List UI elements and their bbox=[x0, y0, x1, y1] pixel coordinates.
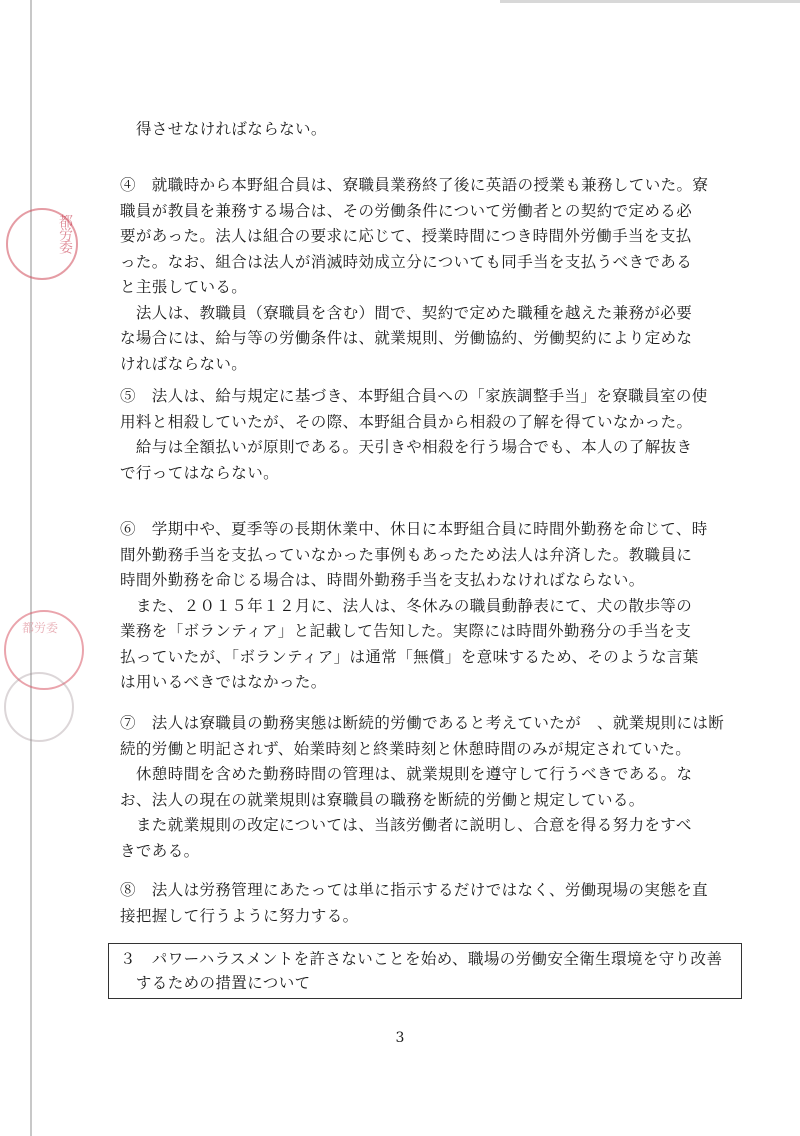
item-6: ⑥ 学期中や、夏季等の長期休業中、休日に本野組合員に時間外勤務を命じて、時 間外勤務手当を支払っていなかった事例もあったため法人は弁済した。教職員に 時間外勤務を命じる場合は、時間外勤務手当を支払わなければならない。 また、２０１５年１２月に、法人は、冬休みの職員動静表にて、犬の散歩等の 業務を「ボランティア」と記載して告知した。実際には時間外勤務分の手当を支 払っていたが、「ボランティア」は通常「無償」を意味するため、そのような言葉 は用いるべきではなかった。 bbox=[120, 520, 708, 691]
page-number: 3 bbox=[395, 1030, 405, 1046]
item-4: ④ 就職時から本野組合員は、寮職員業務終了後に英語の授業も兼務していた。寮 職員が教員を兼務する場合は、その労働条件について労働者との契約で定める必 要があった。法人は組合の要求に応じて、授業時間につき時間外労働手当を支払 った。なお、組合は法人が消滅時効成立分についても同手当を支払うべきである と主張している。 法人は、教職員（寮職員を含む）間で、契約で定めた職種を越えた兼務が必要 な場合には、給与等の労働条件は、就業規則、労働協約、労働契約により定めな ければならない。 bbox=[120, 176, 709, 373]
item-7: ⑦ 法人は寮職員の勤務実態は断続的労働であると考えていたが 、就業規則には断 続的労働と明記されず、始業時刻と終業時刻と休憩時間のみが規定されていた。 休憩時間を含めた勤務時間の管理は、就業規則を遵守して行うべきである。な お、法人の現在の就業規則は寮職員の職務を断続的労働と規定している。 また就業規則の改定については、当該労働者に説明し、合意を得る努力をすべ きである。 bbox=[120, 714, 725, 860]
item-5: ⑤ 法人は、給与規定に基づき、本野組合員への「家族調整手当」を寮職員室の使 用料と相殺していたが、その際、本野組合員から相殺の了解を得ていなかった。 給与は全額払いが原則である。天引きや相殺を行う場合でも、本人の了解抜き で行ってはならない。 bbox=[120, 387, 708, 482]
seal-text: 都労委 bbox=[57, 214, 73, 253]
paragraph-continuation: 得させなければならない。 bbox=[136, 120, 327, 138]
top-edge-shadow bbox=[500, 0, 800, 3]
item-8: ⑧ 法人は労務管理にあたっては単に指示するだけではなく、労働現場の実態を直 接把握して行うように努力する。 bbox=[120, 881, 708, 925]
seal-text: 都労委 bbox=[22, 621, 59, 635]
faded-seal-stamp bbox=[4, 672, 74, 742]
section-heading: ３ パワーハラスメントを許さないことを始め、職場の労働安全衛生環境を守り改善 するための措置について bbox=[120, 950, 723, 992]
binding-edge bbox=[30, 0, 32, 1136]
